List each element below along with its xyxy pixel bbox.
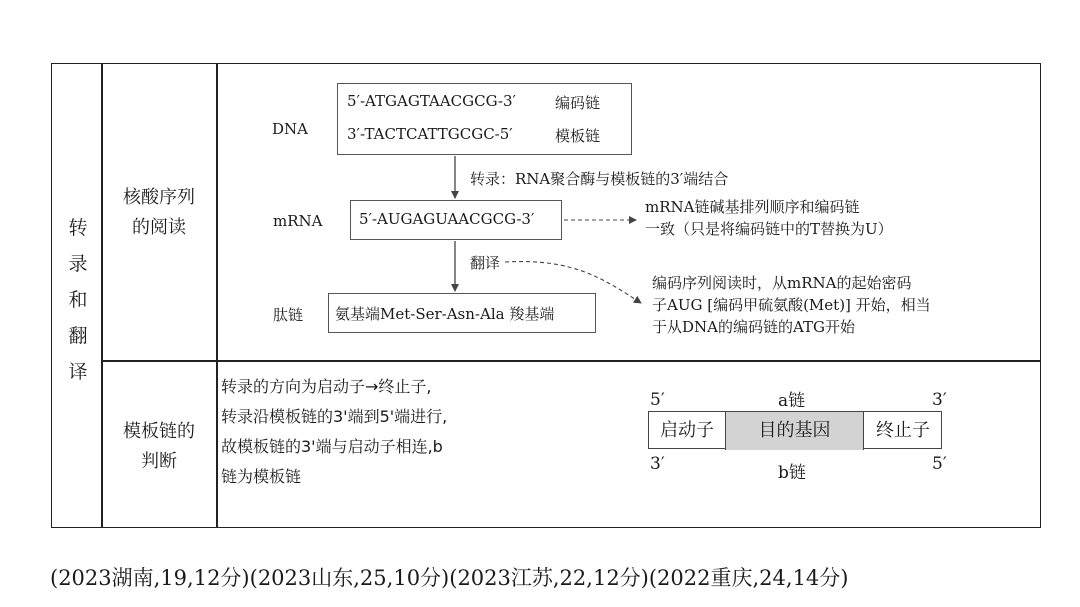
strand-b-3prime: 3′ [650,454,665,474]
rule-line: 故模板链的3'端与启动子相连,b [221,437,443,456]
strand-b-5prime: 5′ [932,454,947,474]
rule-text [221,372,447,492]
row-header-char: 译 [68,361,88,383]
rule-line: 转录的方向为启动子→终止子, [221,377,432,396]
strand-a-5prime: 5′ [650,390,665,410]
peptide-note-line: 编码序列阅读时，从mRNA的起始密码 [652,274,912,292]
terminator-segment: 终止子 [876,420,930,441]
mrna-note-line: 一致（只是将编码链中的T替换为U） [645,220,893,238]
peptide-seq: 氨基端Met-Ser-Asn-Ala 羧基端 [335,305,555,323]
coding-strand-label: 编码链 [555,94,601,112]
row-header-char: 转 [68,217,88,239]
row-header-char: 翻 [68,325,88,347]
strand-b-label: b链 [778,463,806,483]
translation-label: 翻译 [470,254,501,272]
target-gene-segment: 目的基因 [726,412,864,450]
exam-sources: (2023湖南,19,12分)(2023山东,25,10分)(2023江苏,22,12分)(2022重庆,24,14分) [50,566,849,590]
mrna-seq: 5′-AUGAGUAACGCG-3′ [359,210,535,228]
transcription-note: 转录：RNA聚合酶与模板链的3′端结合 [470,170,729,188]
row2-label-line: 判断 [141,451,177,472]
mrna-label: mRNA [273,212,323,230]
rule-line: 链为模板链 [221,467,302,486]
strand-a-3prime: 3′ [932,390,947,410]
strand-a-label: a链 [778,391,806,411]
template-strand-label: 模板链 [555,127,601,145]
translation-note-arrow [505,262,641,303]
dna-template-seq: 3′-TACTCATTGCGC-5′ [347,125,513,143]
dna-label: DNA [272,120,308,138]
row-header-char: 和 [68,289,88,311]
row1-label-line: 核酸序列 [123,187,195,208]
mrna-note-line: mRNA链碱基排列顺序和编码链 [645,198,860,216]
dna-coding-seq: 5′-ATGAGTAACGCG-3′ [347,92,516,110]
rule-line: 转录沿模板链的3'端到5'端进行, [221,407,448,426]
peptide-label: 肽链 [273,306,304,324]
row2-label-line: 模板链的 [123,421,195,442]
row-header-char: 录 [68,253,88,275]
promoter-segment: 启动子 [649,412,726,450]
peptide-note-line: 于从DNA的编码链的ATG开始 [652,318,855,336]
peptide-note-line: 子AUG [编码甲硫氨酸(Met)] 开始，相当 [652,296,931,314]
gene-bar [648,411,942,449]
row1-label-line: 的阅读 [132,217,186,238]
